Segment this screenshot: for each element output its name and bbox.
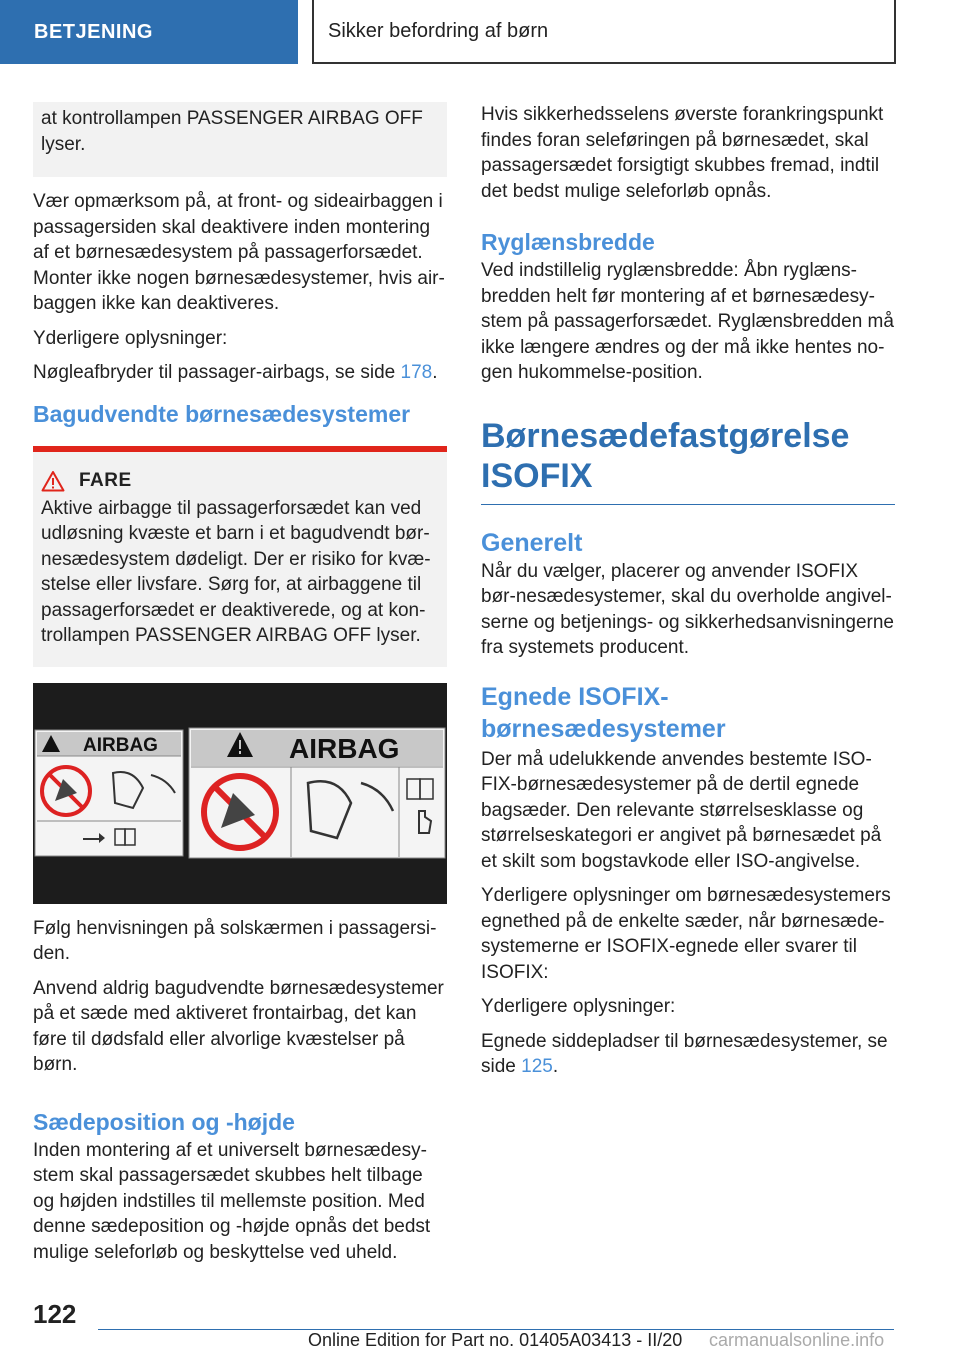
heading-suitable-isofix xyxy=(481,681,895,745)
paragraph: Yderligere oplysninger: xyxy=(33,327,228,349)
heading-isofix-line2: ISOFIX xyxy=(481,456,593,495)
heading-rear-facing: Bagudvendte børnesædesystemer xyxy=(33,400,411,427)
continued-note xyxy=(33,102,447,177)
warning-triangle-icon xyxy=(41,470,65,492)
heading-isofix xyxy=(481,416,895,505)
note-text: at kontrollampen PASSENGER AIRBAG OFF lyser. xyxy=(41,108,423,155)
page-link-125[interactable]: 125 xyxy=(521,1056,553,1077)
paragraph: Følg henvisningen på solskærmen i passagersi-den. xyxy=(33,917,437,964)
chapter-tab: BETJENING xyxy=(0,0,298,64)
label-airbag-large: AIRBAG xyxy=(289,732,400,764)
link-prefix: Nøgleafbryder til passager-airbags, se side xyxy=(33,362,401,383)
warning-title: FARE xyxy=(79,469,132,491)
heading-isofix-line1: Børnesædefastgørelse xyxy=(481,416,850,455)
heading-backrest-width: Ryglænsbredde xyxy=(481,229,655,255)
left-column xyxy=(33,102,447,1274)
warning-box xyxy=(33,446,447,667)
paragraph: Anvend aldrig bagudvendte børnesædesystemer på et sæde med aktiveret frontairbag, det kan føre til dødsfald eller alvorlige kvæstelser på børn. xyxy=(33,977,444,1075)
warning-header xyxy=(41,470,439,492)
link-suffix: . xyxy=(432,362,438,383)
paragraph: Yderligere oplysninger: xyxy=(481,996,676,1017)
warning-text: Aktive airbagge til passagerforsædet kan ved udløsning kvæste et barn i et bagudvendt bør-nesædesystem dødeligt. Der er risiko for kvæ-stelse eller livsfare. Sørg for, at airbaggene til passagerforsædet er deaktiverede, og at kon-trollampen PASSENGER AIRBAG OFF lyser. xyxy=(41,497,431,646)
paragraph: Hvis sikkerhedsselens øverste forankringspunkt findes foran seleføringen på børnesædet, skal passagersædet forsigtigt skubbes fremad, indtil det bedst mulige seleforløb opnås. xyxy=(481,104,884,202)
paragraph-with-link xyxy=(481,1029,895,1080)
paragraph: Inden montering af et universelt børnesædesy-stem skal passagersædet skubbes helt tilbage og højden indstilles til mellemste position. Med denne sædeposition og -højde opnås det bedst mulige seleforløb og beskyttelse ved uheld. xyxy=(33,1139,431,1263)
paragraph: Vær opmærksom på, at front- og sideairbaggen i passagersiden skal deaktivere inden montering af et børnesædesystem på passagerforsædet. Monter ikke nogen børnesædesystemer, hvis air-baggen ikke kan deaktiveres. xyxy=(33,191,445,314)
footer-edition: Online Edition for Part no. 01405A03413 - II/20 xyxy=(308,1330,683,1350)
page-link-178[interactable]: 178 xyxy=(400,362,433,383)
paragraph: Yderligere oplysninger om børnesædesystemers egnethed på de enkelte sæder, når børnesæde-systemerne er ISOFIX-egnede eller svarer til ISOFIX: xyxy=(481,885,891,983)
section-title: Sikker befordring af børn xyxy=(312,0,896,64)
heading-suitable-line2: børnesædesystemer xyxy=(481,714,726,743)
heading-seat-position: Sædeposition og -højde xyxy=(33,1108,295,1135)
airbag-label-figure xyxy=(33,683,447,904)
page-number: 122 xyxy=(33,1299,77,1329)
heading-suitable-line1: Egnede ISOFIX- xyxy=(481,682,669,711)
right-column xyxy=(481,102,895,1089)
paragraph: Når du vælger, placerer og anvender ISOFIX bør-nesædesystemer, skal du overholde angivel-serne og betjenings- og sikkerhedsanvisningerne fra systemets producent. xyxy=(481,560,894,658)
paragraph: Der må udelukkende anvendes bestemte ISO-FIX-børnesædesystemer på de dertil egnede bagsæder. Den relevante størrelsesklasse og størrelseskategori er angivet på børnesædet på et skilt som bogstavkode eller ISO-angivelse. xyxy=(481,748,882,872)
link-suffix: . xyxy=(552,1056,559,1077)
label-airbag-small: AIRBAG xyxy=(83,734,158,756)
airbag-warning-label-image xyxy=(33,683,447,904)
heading-general: Generelt xyxy=(481,528,583,557)
footer-watermark: carmanualsonline.info xyxy=(705,1330,884,1351)
paragraph-with-link xyxy=(33,360,447,386)
link-prefix: Egnede siddepladser til børnesædesystemer, se side xyxy=(481,1030,888,1077)
paragraph: Ved indstillelig ryglænsbredde: Åbn ryglæns-bredden helt før montering af et børnesædesy-stem på passagerforsædet. Ryglænsbredden må ikke længere ændres og der må ikke hentes no-gen hukommelse-position. xyxy=(481,260,894,383)
